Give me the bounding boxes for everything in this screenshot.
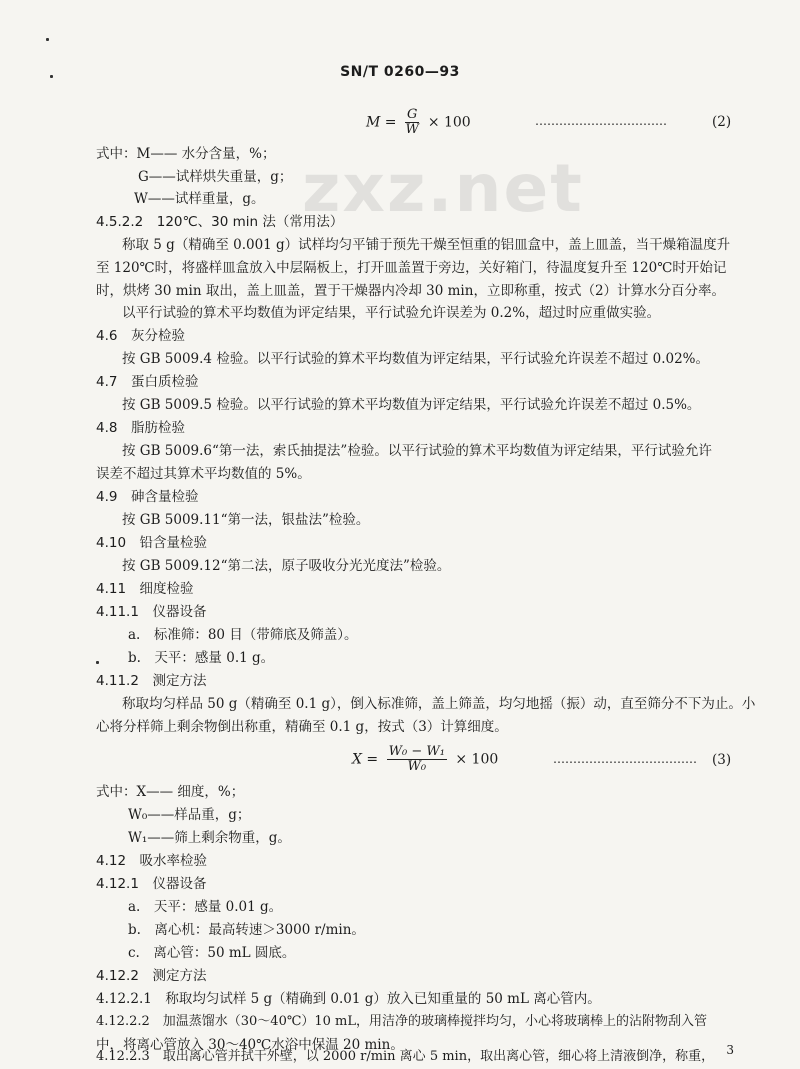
- page-number: 3: [726, 1043, 734, 1057]
- text-line: a. 天平：感量 0.01 g。: [128, 899, 283, 915]
- text-line: 误差不超过其算术平均数值的 5%。: [96, 466, 311, 482]
- text-line: 至 120℃时，将盛样皿盒放入中层隔板上，打开皿盖置于旁边，关好箱门，待温度复升至 120℃时开始记: [96, 260, 727, 276]
- text-line: 称取均匀样品 50 g（精确至 0.1 g），倒入标准筛，盖上筛盖，均匀地摇（振）动，直至筛分不下为止。小: [122, 696, 756, 712]
- standard-number-header: SN/T 0260—93: [340, 64, 460, 80]
- text-line: 按 GB 5009.11“第一法，银盐法”检验。: [122, 512, 370, 528]
- formula-2-numerator: G: [406, 107, 418, 122]
- text-line: 4.12.2.1 称取均匀试样 5 g（精确到 0.01 g）放入已知重量的 50 mL 离心管内。: [96, 991, 601, 1007]
- section-heading: 4.9 砷含量检验: [96, 489, 199, 505]
- text-line: c. 离心管：50 mL 圆底。: [128, 945, 296, 961]
- formula-3-fraction: [387, 745, 447, 774]
- formula-3-denominator: W₀: [407, 759, 427, 774]
- text-line: 中，将离心管放入 30～40℃水浴中保温 20 min。: [96, 1037, 404, 1053]
- text-line: G——试样烘失重量，g；: [138, 169, 293, 185]
- text-line: 按 GB 5009.4 检验。以平行试验的算术平均数值为评定结果，平行试验允许误差不超过 0.02%。: [122, 351, 709, 367]
- formula-3-leader: ………………………………: [553, 752, 697, 766]
- text-line: W₁——筛上剩余物重，g。: [128, 830, 291, 846]
- text-line: 式中：M—— 水分含量，%；: [96, 146, 276, 162]
- formula-2-denominator: W: [405, 122, 419, 137]
- formula-2-leader: ……………………………: [535, 114, 667, 128]
- section-heading: 4.12 吸水率检验: [96, 853, 208, 869]
- watermark-text: zxz.net: [302, 150, 584, 227]
- text-line: 按 GB 5009.12“第二法，原子吸收分光光度法”检验。: [122, 558, 451, 574]
- formula-2: [366, 108, 471, 137]
- formula-2-rhs: × 100: [427, 114, 471, 131]
- text-line: 以平行试验的算术平均数值为评定结果，平行试验允许误差为 0.2%，超过时应重做实验。: [122, 305, 661, 321]
- section-heading: 4.12.2 测定方法: [96, 968, 207, 984]
- text-line: W₀——样品重，g；: [128, 807, 251, 823]
- text-line: b. 离心机：最高转速＞3000 r/min。: [128, 922, 365, 938]
- formula-3-lhs: X =: [352, 751, 379, 768]
- formula-3-numerator: W₀ − W₁: [388, 744, 445, 759]
- section-heading: 4.12.1 仪器设备: [96, 876, 207, 892]
- formula-3: [352, 745, 498, 774]
- scan-speck: [96, 661, 99, 664]
- text-line: a. 标准筛：80 目（带筛底及筛盖）。: [128, 627, 358, 643]
- formula-2-fraction: [405, 108, 419, 137]
- text-line: 4.12.2.2 加温蒸馏水（30～40℃）10 mL，用洁净的玻璃棒搅拌均匀，小心将玻璃棒上的沾附物刮入管: [96, 1014, 708, 1029]
- section-heading: 4.11.2 测定方法: [96, 673, 207, 689]
- formula-3-tag: (3): [712, 752, 732, 768]
- section-heading: 4.5.2.2 120℃、30 min 法（常用法）: [96, 214, 344, 230]
- formula-2-tag: (2): [712, 114, 732, 130]
- text-line: W——试样重量，g。: [134, 191, 265, 207]
- section-heading: 4.11.1 仪器设备: [96, 604, 207, 620]
- scan-speck: [46, 38, 49, 41]
- section-heading: 4.11 细度检验: [96, 581, 194, 597]
- section-heading: 4.7 蛋白质检验: [96, 374, 199, 390]
- section-heading: 4.6 灰分检验: [96, 328, 185, 344]
- text-line: 4.12.2.3 取出离心管并拭干外壁，以 2000 r/min 离心 5 min，取出离心管，细心将上清液倒净，称重，: [96, 1049, 715, 1064]
- text-line: b. 天平：感量 0.1 g。: [128, 650, 275, 666]
- text-line: 心将分样筛上剩余物倒出称重，精确至 0.1 g，按式（3）计算细度。: [96, 719, 508, 735]
- formula-3-rhs: × 100: [455, 751, 499, 768]
- text-line: 时，烘烤 30 min 取出，盖上皿盖，置于干燥器内冷却 30 min，立即称重，按式（2）计算水分百分率。: [96, 283, 726, 299]
- formula-2-lhs: M =: [366, 114, 397, 131]
- text-line: 式中：X—— 细度，%；: [96, 784, 245, 800]
- text-line: 称取 5 g（精确至 0.001 g）试样均匀平铺于预先干燥至恒重的铝皿盒中，盖上皿盖，当干燥箱温度升: [122, 237, 731, 253]
- section-heading: 4.10 铅含量检验: [96, 535, 208, 551]
- text-line: 按 GB 5009.6“第一法，索氏抽提法”检验。以平行试验的算术平均数值为评定结果，平行试验允许: [122, 443, 712, 459]
- text-line: 按 GB 5009.5 检验。以平行试验的算术平均数值为评定结果，平行试验允许误差不超过 0.5%。: [122, 397, 701, 413]
- section-heading: 4.8 脂肪检验: [96, 420, 185, 436]
